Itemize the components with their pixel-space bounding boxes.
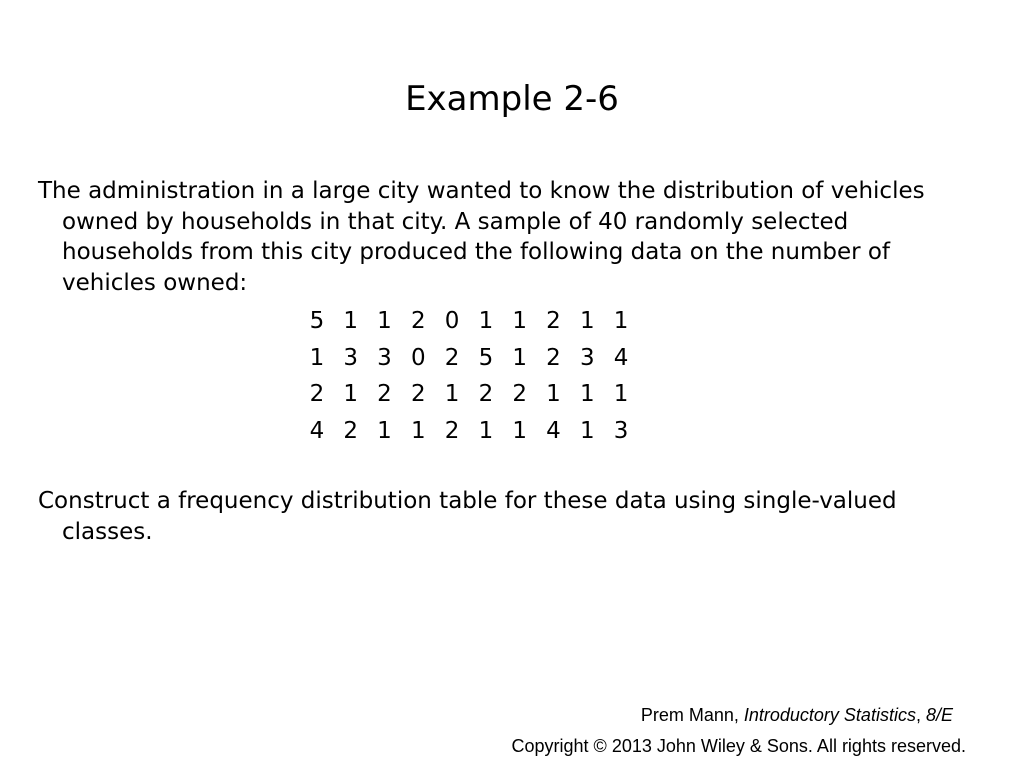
data-cell: 2 [410, 381, 426, 407]
data-cell: 2 [546, 308, 561, 334]
data-cell: 1 [478, 308, 494, 334]
data-cell: 3 [343, 344, 359, 371]
data-cell: 1 [579, 308, 595, 334]
citation-separator: , [915, 705, 926, 725]
data-cell: 2 [309, 381, 325, 407]
data-cell: 1 [613, 381, 629, 407]
data-cell: 0 [410, 344, 426, 371]
footer [512, 700, 966, 762]
data-cell: 1 [579, 417, 595, 444]
data-cell: 0 [444, 308, 460, 334]
data-cell: 2 [478, 381, 494, 407]
data-cell: 2 [377, 381, 392, 407]
data-cell: 1 [410, 417, 426, 444]
data-cell: 1 [613, 308, 629, 334]
data-cell: 3 [579, 344, 595, 371]
data-row [300, 413, 638, 450]
data-cell: 1 [343, 308, 359, 334]
data-cell: 3 [377, 344, 392, 371]
data-cell: 1 [377, 308, 392, 334]
data-row [300, 303, 638, 340]
data-cell: 2 [444, 344, 460, 371]
data-cell: 2 [546, 344, 561, 371]
citation [512, 700, 966, 731]
data-cell: 2 [343, 417, 359, 444]
data-cell: 1 [343, 381, 359, 407]
data-row [300, 376, 638, 413]
data-cell: 1 [478, 417, 494, 444]
data-cell: 1 [579, 381, 595, 407]
data-cell: 1 [512, 344, 527, 371]
data-cell: 5 [478, 344, 494, 371]
slide-title: Example 2-6 [405, 79, 619, 119]
data-cell: 1 [377, 417, 392, 444]
citation-book-title: Introductory Statistics [743, 705, 916, 725]
data-cell: 1 [512, 417, 527, 444]
data-cell: 1 [546, 381, 561, 407]
data-cell: 1 [512, 308, 527, 334]
data-cell: 2 [444, 417, 460, 444]
data-cell: 2 [512, 381, 527, 407]
data-cell: 1 [444, 381, 460, 407]
data-cell: 4 [613, 344, 629, 371]
vehicle-data-grid [300, 303, 638, 449]
data-cell: 4 [309, 417, 325, 444]
copyright-notice: Copyright © 2013 John Wiley & Sons. All rights reserved. [511, 736, 966, 756]
data-cell: 3 [613, 417, 629, 444]
citation-edition: 8/E [925, 705, 953, 725]
data-cell: 4 [546, 417, 561, 444]
data-cell: 5 [309, 308, 325, 334]
data-cell: 2 [410, 308, 426, 334]
problem-statement: The administration in a large city wanted to know the distribution of vehicles owned by households in that city. A sample of 40 randomly selected households from this city produced the following data on the number of vehicles owned: [38, 178, 925, 296]
task-instruction: Construct a frequency distribution table for these data using single-valued classes. [38, 488, 897, 545]
data-row [300, 340, 638, 377]
citation-author: Prem Mann, [640, 705, 744, 725]
data-cell: 1 [309, 344, 325, 371]
